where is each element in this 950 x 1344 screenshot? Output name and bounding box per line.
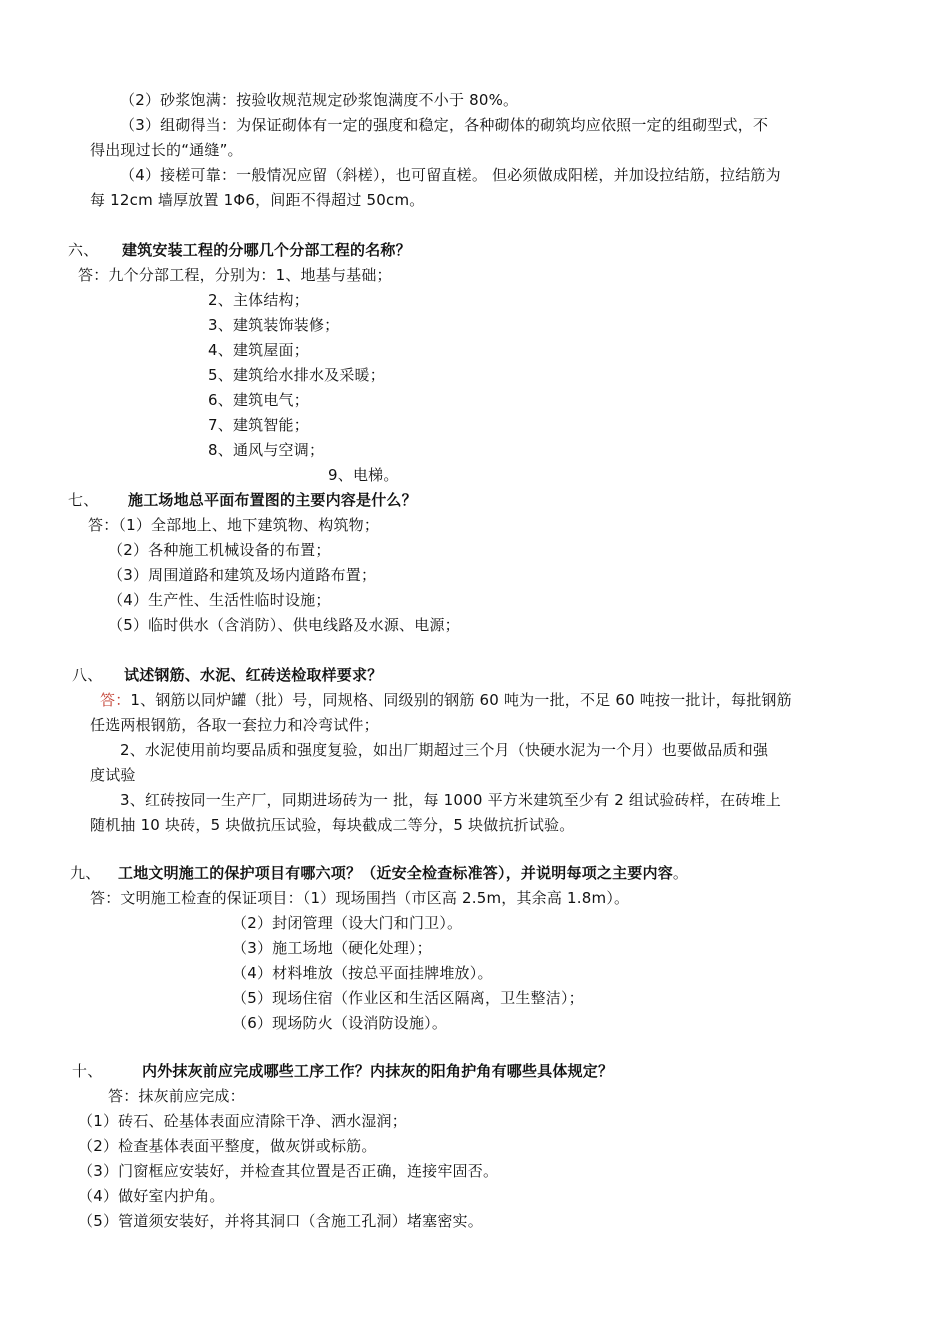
section-10-title: 内外抹灰前应完成哪些工序工作？内抹灰的阳角护角有哪些具体规定？ (142, 1062, 614, 1080)
section-9-number: 九、 (70, 864, 101, 882)
section-9-answer: 答：文明施工检查的保证项目：（1）现场围挡（市区高 2.5m，其余高 1.8m）。 (90, 889, 630, 907)
list-item: （6）现场防火（设消防设施）。 (232, 1014, 448, 1032)
section-9-heading (70, 863, 688, 883)
list-item: （2）各种施工机械设备的布置； (108, 541, 331, 559)
answer-text: 1、钢筋以同炉罐（批）号，同规格、同级别的钢筋 60 吨为一批，不足 60 吨按一批计，每批钢筋 (130, 691, 792, 709)
section-8-cement-line1: 2、水泥使用前均要品质和强度复验，如出厂期超过三个月（快硬水泥为一个月）也要做品质和强 (120, 741, 769, 759)
section-10-number: 十、 (72, 1062, 103, 1080)
section-8-cement-line2: 度试验 (90, 766, 136, 784)
section-6-heading (68, 240, 411, 260)
paragraph-bond-pattern-line1: （3）组砌得当：为保证砌体有一定的强度和稳定，各种砌体的砌筑均应依照一定的组砌型式，不 (120, 116, 769, 134)
list-item: （3）周围道路和建筑及场内道路布置； (108, 566, 377, 584)
section-9-title: 工地文明施工的保护项目有哪六项？（近安全检查标准答），并说明每项之主要内容 (118, 864, 673, 882)
section-7-heading (68, 490, 417, 510)
answer-label: 答： (100, 691, 131, 709)
list-item: （4）材料堆放（按总平面挂牌堆放）。 (232, 964, 493, 982)
section-10-heading (72, 1061, 613, 1081)
list-item: 2、主体结构； (208, 291, 309, 309)
paragraph-bond-pattern-line2: 得出现过长的“通缝”。 (90, 141, 243, 159)
list-item: （2）检查基体表面平整度，做灰饼或标筋。 (78, 1137, 377, 1155)
list-item: （3）门窗框应安装好，并检查其位置是否正确，连接牢固否。 (78, 1162, 499, 1180)
section-6-title: 建筑安装工程的分哪几个分部工程的名称？ (122, 241, 411, 259)
section-10-answer: 答：抹灰前应完成： (108, 1087, 245, 1105)
section-8-brick-line1: 3、红砖按同一生产厂，同期进场砖为一 批，每 1000 平方米建筑至少有 2 组试验砖样，在砖堆上 (120, 791, 781, 809)
section-6-answer: 答：九个分部工程，分别为：1、地基与基础； (78, 266, 392, 284)
section-8-answer-line1 (100, 690, 792, 710)
paragraph-joint-line1: （4）接槎可靠：一般情况应留（斜槎），也可留直槎。 但必须做成阳槎，并加设拉结筋，拉结筋为 (120, 166, 781, 184)
list-item: （5）现场住宿（作业区和生活区隔离，卫生整洁）； (232, 989, 584, 1007)
list-item: 9、电梯。 (328, 466, 399, 484)
list-item: 5、建筑给水排水及采暖； (208, 366, 385, 384)
list-item: （5）管道须安装好，并将其洞口（含施工孔洞）堵塞密实。 (78, 1212, 483, 1230)
paragraph-mortar-fullness: （2）砂浆饱满：按验收规范规定砂浆饱满度不小于 80%。 (120, 91, 519, 109)
paragraph-joint-line2: 每 12cm 墙厚放置 1Φ6，间距不得超过 50cm。 (90, 191, 425, 209)
list-item: （4）做好室内护角。 (78, 1187, 225, 1205)
section-6-number: 六、 (68, 241, 99, 259)
list-item: 3、建筑装饰装修； (208, 316, 340, 334)
section-8-title: 试述钢筋、水泥、红砖送检取样要求？ (124, 666, 383, 684)
section-9-title-end: 。 (672, 864, 689, 882)
list-item: 6、建筑电气； (208, 391, 309, 409)
section-7-number: 七、 (68, 491, 99, 509)
section-8-number: 八、 (72, 666, 103, 684)
list-item: （5）临时供水（含消防）、供电线路及水源、电源； (108, 616, 460, 634)
list-item: （2）封闭管理（设大门和门卫）。 (232, 914, 463, 932)
list-item: 8、通风与空调； (208, 441, 325, 459)
list-item: （3）施工场地（硬化处理）； (232, 939, 432, 957)
list-item: 4、建筑屋面； (208, 341, 309, 359)
section-8-brick-line2: 随机抽 10 块砖，5 块做抗压试验，每块截成二等分，5 块做抗折试验。 (90, 816, 575, 834)
section-7-answer: 答：（1）全部地上、地下建筑物、构筑物； (88, 516, 380, 534)
section-8-heading (72, 665, 382, 685)
section-7-title: 施工场地总平面布置图的主要内容是什么？ (128, 491, 417, 509)
list-item: 7、建筑智能； (208, 416, 309, 434)
list-item: （4）生产性、生活性临时设施； (108, 591, 331, 609)
list-item: （1）砖石、砼基体表面应清除干净、洒水湿润； (78, 1112, 407, 1130)
section-8-answer-line2: 任选两根钢筋，各取一套拉力和冷弯试件； (90, 716, 379, 734)
